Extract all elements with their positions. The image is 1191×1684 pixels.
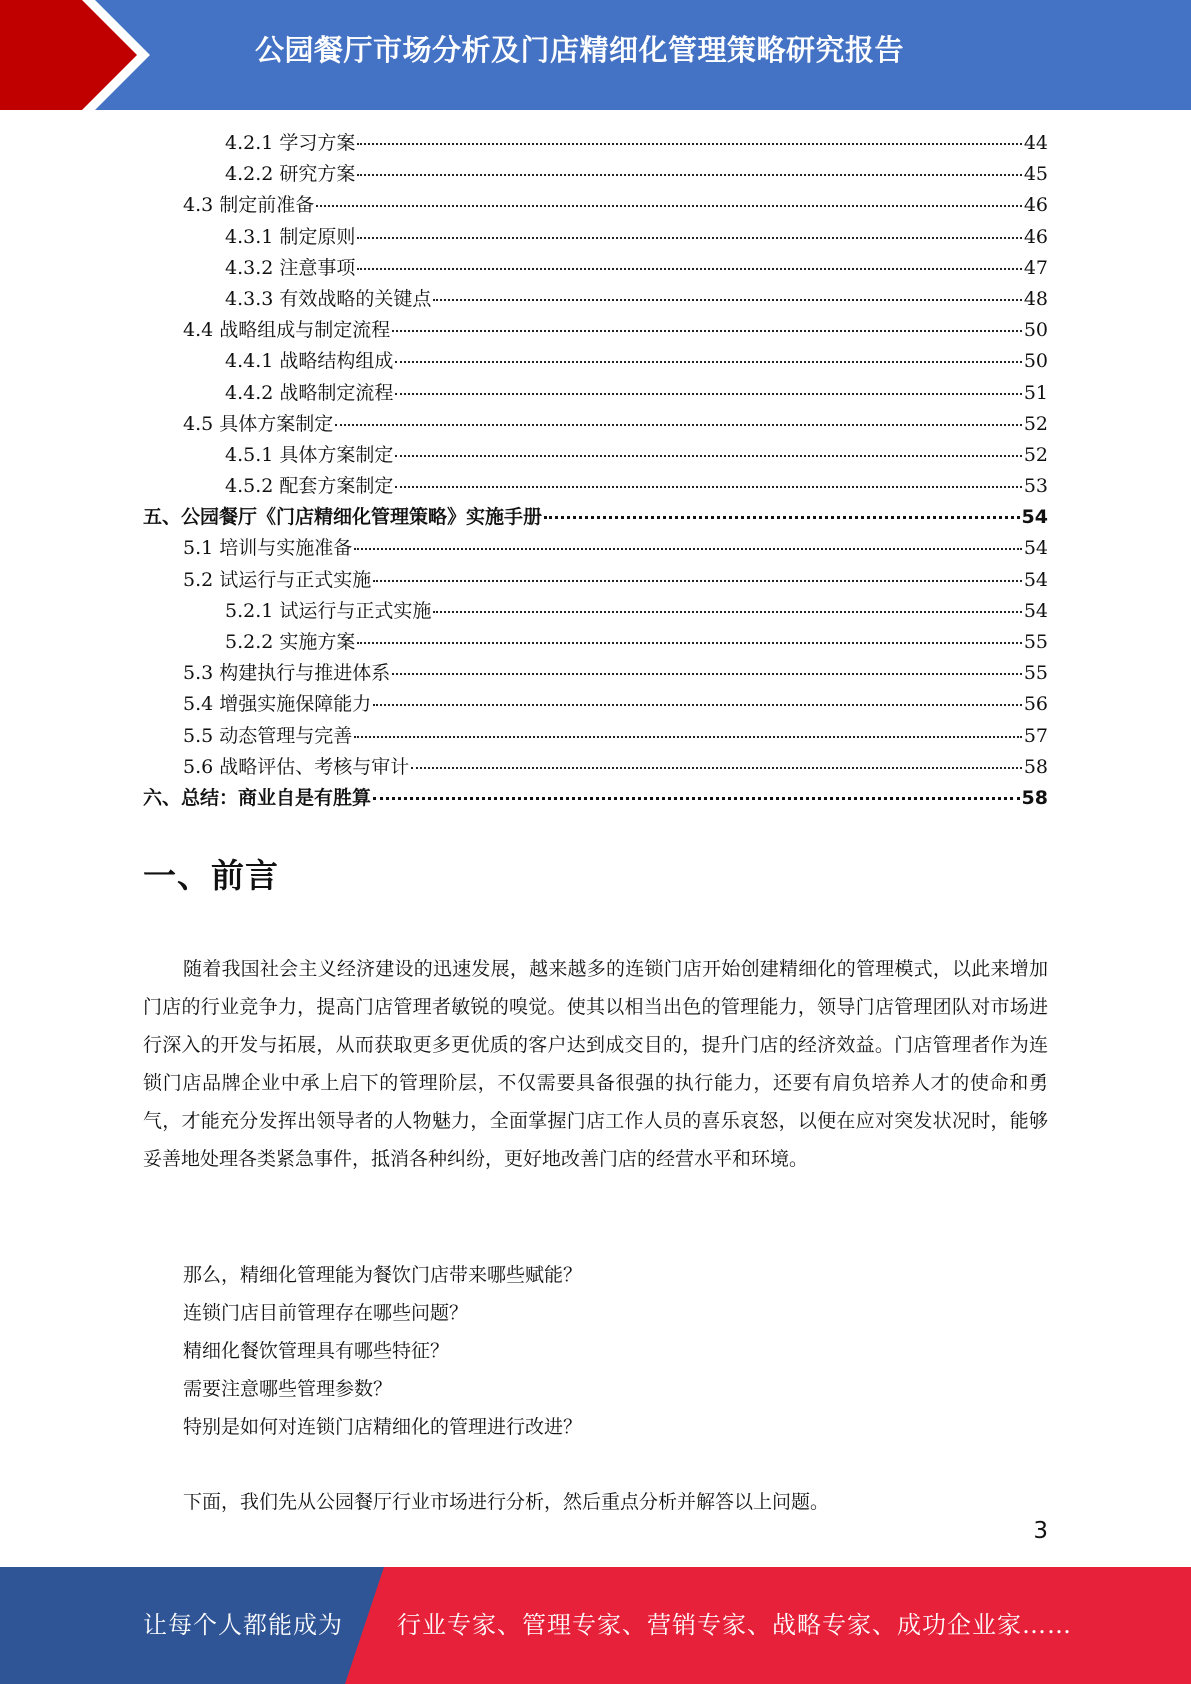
toc-dot-leader bbox=[433, 299, 1021, 301]
toc-entry-page: 54 bbox=[1023, 599, 1048, 622]
toc-dot-leader bbox=[357, 268, 1021, 270]
toc-entry-label: 4.5 具体方案制定 bbox=[183, 412, 334, 435]
toc-entry[interactable] bbox=[143, 502, 1048, 533]
toc-entry[interactable] bbox=[143, 721, 1048, 752]
toc-entry-label: 4.4 战略组成与制定流程 bbox=[183, 319, 391, 342]
toc-dot-leader bbox=[392, 330, 1022, 332]
toc-entry[interactable] bbox=[143, 346, 1048, 377]
toc-entry-label: 5.4 增强实施保障能力 bbox=[183, 693, 372, 716]
toc-entry-page: 54 bbox=[1021, 506, 1048, 529]
toc-entry-page: 51 bbox=[1023, 381, 1048, 404]
toc-entry[interactable] bbox=[143, 253, 1048, 284]
toc-entry[interactable] bbox=[143, 315, 1048, 346]
footer-slogan-right: 行业专家、管理专家、营销专家、战略专家、成功企业家…… bbox=[397, 1611, 1072, 1639]
toc-entry[interactable] bbox=[143, 689, 1048, 720]
toc-entry[interactable] bbox=[143, 471, 1048, 502]
toc-entry-label: 5.2 试运行与正式实施 bbox=[183, 568, 372, 591]
question-item: 那么，精细化管理能为餐饮门店带来哪些赋能？ bbox=[183, 1264, 583, 1286]
toc-entry-page: 57 bbox=[1023, 724, 1048, 747]
toc-dot-leader bbox=[373, 704, 1022, 706]
toc-entry-label: 4.2.1 学习方案 bbox=[225, 132, 356, 154]
footer-slogan-left: 让每个人都能成为 bbox=[143, 1611, 343, 1639]
toc-entry-page: 52 bbox=[1023, 443, 1048, 466]
toc-dot-leader bbox=[354, 736, 1022, 738]
toc-entry-page: 47 bbox=[1023, 256, 1048, 279]
toc-dot-leader bbox=[544, 516, 1020, 519]
toc-entry[interactable] bbox=[143, 658, 1048, 689]
page-footer bbox=[0, 1567, 1191, 1684]
toc-entry-label: 五、公园餐厅《门店精细化管理策略》实施手册 bbox=[143, 506, 543, 529]
toc-entry-label: 4.4.2 战略制定流程 bbox=[225, 381, 394, 404]
page-number: 3 bbox=[1033, 1518, 1048, 1544]
question-item: 连锁门店目前管理存在哪些问题？ bbox=[183, 1302, 469, 1324]
toc-entry-label: 5.1 培训与实施准备 bbox=[183, 537, 353, 560]
toc-entry-label: 4.3.2 注意事项 bbox=[225, 256, 356, 279]
toc-entry[interactable] bbox=[143, 159, 1048, 190]
toc-dot-leader bbox=[395, 393, 1021, 395]
toc-entry-page: 55 bbox=[1023, 662, 1048, 685]
toc-entry-label: 六、总结：商业自是有胜算 bbox=[143, 786, 372, 809]
toc-entry[interactable] bbox=[143, 533, 1048, 564]
toc-entry-page: 50 bbox=[1023, 350, 1048, 373]
toc-entry[interactable] bbox=[143, 440, 1048, 471]
question-item: 特别是如何对连锁门店精细化的管理进行改进？ bbox=[183, 1416, 583, 1438]
toc-entry-page: 48 bbox=[1023, 287, 1048, 310]
toc-dot-leader bbox=[357, 143, 1021, 145]
toc-entry-page: 46 bbox=[1023, 225, 1048, 248]
toc-entry-label: 5.3 构建执行与推进体系 bbox=[183, 662, 391, 685]
toc-entry-page: 44 bbox=[1023, 132, 1048, 154]
toc-entry-page: 56 bbox=[1023, 693, 1048, 716]
toc-entry-label: 5.2.1 试运行与正式实施 bbox=[225, 599, 432, 622]
toc-entry[interactable] bbox=[143, 222, 1048, 253]
toc-entry[interactable] bbox=[143, 627, 1048, 658]
toc-entry-page: 45 bbox=[1023, 163, 1048, 186]
question-item: 精细化餐饮管理具有哪些特征？ bbox=[183, 1340, 450, 1362]
toc-dot-leader bbox=[395, 455, 1021, 457]
toc-entry-label: 5.2.2 实施方案 bbox=[225, 631, 356, 653]
toc-dot-leader bbox=[335, 424, 1022, 426]
toc-entry[interactable] bbox=[143, 783, 1048, 814]
toc-entry-page: 55 bbox=[1023, 631, 1048, 653]
question-list bbox=[183, 1256, 582, 1446]
toc-dot-leader bbox=[373, 797, 1020, 800]
toc-entry-label: 5.6 战略评估、考核与审计 bbox=[183, 755, 410, 778]
table-of-contents bbox=[143, 128, 1048, 814]
page-header bbox=[0, 0, 1191, 110]
toc-entry-page: 54 bbox=[1023, 568, 1048, 591]
toc-dot-leader bbox=[433, 611, 1021, 613]
toc-dot-leader bbox=[395, 486, 1021, 488]
toc-entry[interactable] bbox=[143, 378, 1048, 409]
toc-entry-label: 4.3.3 有效战略的关键点 bbox=[225, 287, 432, 310]
toc-entry-label: 5.5 动态管理与完善 bbox=[183, 724, 353, 747]
toc-dot-leader bbox=[357, 642, 1021, 644]
toc-entry-page: 46 bbox=[1023, 194, 1048, 217]
toc-dot-leader bbox=[395, 361, 1021, 363]
toc-entry-label: 4.5.1 具体方案制定 bbox=[225, 443, 394, 466]
toc-entry-page: 58 bbox=[1023, 755, 1048, 778]
toc-entry[interactable] bbox=[143, 752, 1048, 783]
toc-entry[interactable] bbox=[143, 565, 1048, 596]
toc-dot-leader bbox=[357, 237, 1021, 239]
toc-entry[interactable] bbox=[143, 190, 1048, 221]
toc-entry-page: 53 bbox=[1023, 475, 1048, 498]
toc-entry-label: 4.3 制定前准备 bbox=[183, 194, 315, 217]
toc-entry[interactable] bbox=[143, 128, 1048, 159]
toc-dot-leader bbox=[411, 767, 1022, 769]
toc-entry-label: 4.4.1 战略结构组成 bbox=[225, 350, 394, 373]
section-heading: 一、前言 bbox=[143, 856, 279, 895]
toc-entry-page: 52 bbox=[1023, 412, 1048, 435]
toc-dot-leader bbox=[354, 548, 1022, 550]
toc-dot-leader bbox=[373, 580, 1022, 582]
toc-entry[interactable] bbox=[143, 284, 1048, 315]
toc-entry-label: 4.3.1 制定原则 bbox=[225, 225, 356, 248]
toc-entry[interactable] bbox=[143, 596, 1048, 627]
report-title: 公园餐厅市场分析及门店精细化管理策略研究报告 bbox=[255, 33, 905, 67]
toc-entry-label: 4.2.2 研究方案 bbox=[225, 163, 356, 186]
question-item: 需要注意哪些管理参数？ bbox=[183, 1378, 393, 1400]
header-arrow-decoration bbox=[0, 0, 160, 110]
toc-entry-page: 50 bbox=[1023, 319, 1048, 342]
closing-sentence: 下面，我们先从公园餐厅行业市场进行分析，然后重点分析并解答以上问题。 bbox=[183, 1491, 830, 1513]
toc-entry-page: 58 bbox=[1021, 786, 1048, 809]
toc-entry-label: 4.5.2 配套方案制定 bbox=[225, 475, 394, 498]
toc-entry[interactable] bbox=[143, 409, 1048, 440]
toc-dot-leader bbox=[316, 205, 1022, 207]
toc-dot-leader bbox=[357, 174, 1021, 176]
toc-dot-leader bbox=[392, 673, 1022, 675]
intro-paragraph: 随着我国社会主义经济建设的迅速发展，越来越多的连锁门店开始创建精细化的管理模式，以此来增加门店的行业竞争力，提高门店管理者敏锐的嗅觉。使其以相当出色的管理能力，领导门店管理团队对市场进行深入的开发与拓展，从而获取更多更优质的客户达到成交目的，提升门店的经济效益。门店管理者作为连锁门店品牌企业中承上启下的管理阶层，不仅需要具备很强的执行能力，还要有肩负培养人才的使命和勇气，才能充分发挥出领导者的人物魅力，全面掌握门店工作人员的喜乐哀怒，以便在应对突发状况时，能够妥善地处理各类紧急事件，抵消各种纠纷，更好地改善门店的经营水平和环境。 bbox=[143, 958, 1048, 1170]
toc-entry-page: 54 bbox=[1023, 537, 1048, 560]
